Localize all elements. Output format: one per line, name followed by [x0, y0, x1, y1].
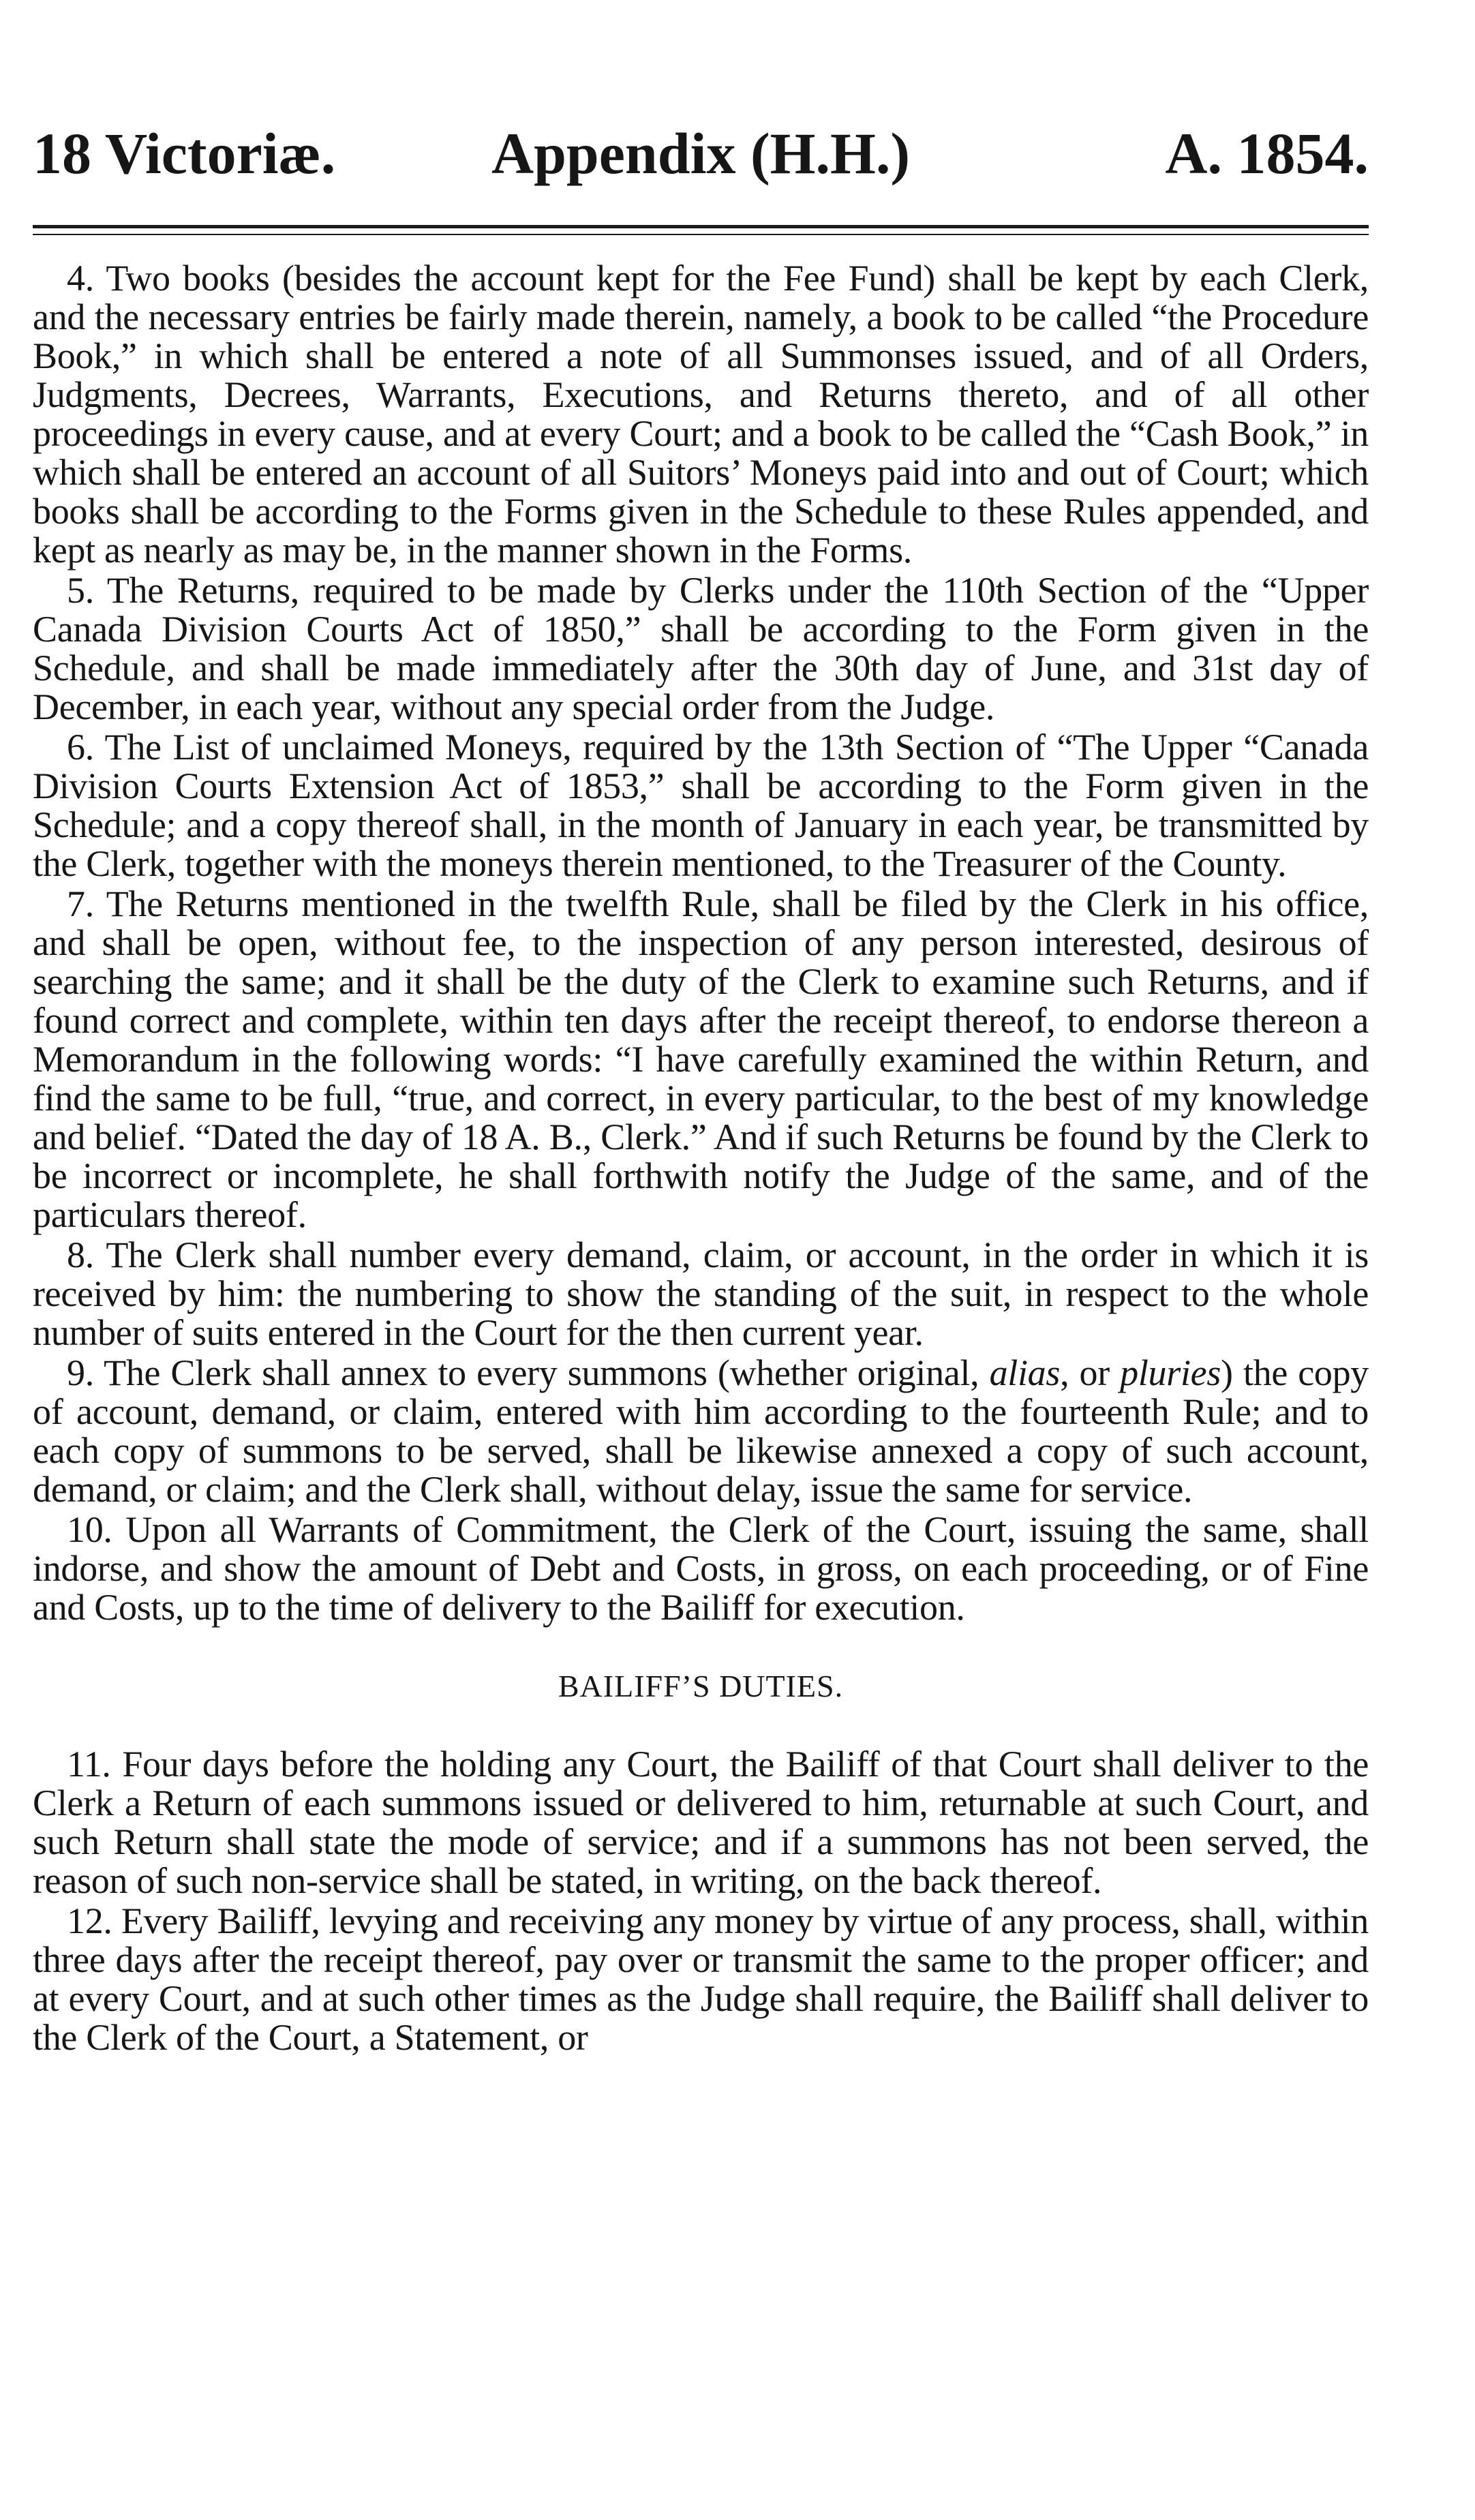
paragraph-rule-4: 4. Two books (besides the account kept for the Fee Fund) shall be kept by each Clerk, and the necessary entries be fairly made therein, namely, a book to be called “the Procedure Book,” in which shall be entered a note of all Summonses issued, and of all Orders, Judgments, Decrees, Warrants, Executions, and Returns thereto, and of all other proceedings in every cause, and at every Court; and a book to be called the “Cash Book,” in which shall be entered an account of all Suitors’ Moneys paid into and out of Court; which books shall be according to the Forms given in the Schedule to these Rules appended, and kept as nearly as may be, in the manner shown in the Forms.	[33, 258, 1369, 571]
header-appendix: Appendix (H.H.)	[491, 121, 911, 186]
rule-9-alias: alias	[989, 1352, 1061, 1393]
rule-9-text-before: 9. The Clerk shall annex to every summons (whether original,	[67, 1352, 990, 1393]
body-text	[33, 259, 1369, 2059]
rule-9-pluries: pluries	[1120, 1352, 1221, 1393]
header-rule-thin	[33, 234, 1369, 235]
rule-9-text-or: , or	[1060, 1352, 1121, 1393]
paragraph-rule-7: 7. The Returns mentioned in the twelfth Rule, shall be filed by the Clerk in his office, and shall be open, without fee, to the inspection of any person interested, desirous of searching the same; and it shall be the duty of the Clerk to examine such Returns, and if found correct and complete, within ten days after the receipt thereof, to endorse thereon a Memorandum in the following words: “I have carefully examined the within Return, and find the same to be full, “true, and correct, in every particular, to the best of my knowledge and belief. “Dated the day of 18 A. B., Clerk.” And if such Returns be found by the Clerk to be incorrect or incomplete, he shall forthwith notify the Judge of the same, and of the particulars thereof.	[33, 883, 1369, 1235]
header-year: A. 1854.	[1165, 121, 1369, 186]
paragraph-rule-10: 10. Upon all Warrants of Commitment, the Clerk of the Court, issuing the same, shall indorse, and show the amount of Debt and Costs, in gross, on each proceeding, or of Fine and Costs, up to the time of delivery to the Bailiff for execution.	[33, 1509, 1369, 1628]
section-heading-bailiffs-duties: BAILIFF’S DUTIES.	[558, 1669, 844, 1703]
paragraph-rule-9	[33, 1354, 1369, 1509]
paragraph-rule-5: 5. The Returns, required to be made by Clerks under the 110th Section of the “Upper Canada Division Courts Act of 1850,” shall be according to the Form given in the Schedule, and shall be made immediately after the 30th day of June, and 31st day of December, in each year, without any special order from the Judge.	[33, 570, 1369, 727]
rule-9-text-after: ) the copy of account, demand, or claim, entered with him according to the fourteenth Rule; and to each copy of summons to be served, shall be likewise annexed a copy of such account, demand, or claim; and the Clerk shall, without delay, issue the same for service.	[33, 1352, 1369, 1510]
header-session: 18 Victoriæ.	[33, 121, 336, 186]
paragraph-rule-12: 12. Every Bailiff, levying and receiving any money by virtue of any process, shall, within three days after the receipt thereof, pay over or transmit the same to the proper officer; and at every Court, and at such other times as the Judge shall require, the Bailiff shall deliver to the Clerk of the Court, a Statement, or	[33, 1900, 1369, 2058]
paragraph-rule-11: 11. Four days before the holding any Court, the Bailiff of that Court shall deliver to the Clerk a Return of each summons issued or delivered to him, returnable at such Court, and such Return shall state the mode of service; and if a summons has not been served, the reason of such non-service shall be stated, in writing, on the back thereof.	[33, 1744, 1369, 1901]
page-header	[33, 116, 1369, 198]
paragraph-rule-8: 8. The Clerk shall number every demand, claim, or account, in the order in which it is received by him: the numbering to show the standing of the suit, in respect to the whole number of suits entered in the Court for the then current year.	[33, 1234, 1369, 1353]
header-rule-thick	[33, 225, 1369, 228]
document-page	[33, 0, 1369, 2520]
paragraph-rule-6: 6. The List of unclaimed Moneys, required by the 13th Section of “The Upper “Canada Division Courts Extension Act of 1853,” shall be according to the Form given in the Schedule; and a copy thereof shall, in the month of January in each year, be transmitted by the Clerk, together with the moneys therein mentioned, to the Treasurer of the County.	[33, 727, 1369, 884]
